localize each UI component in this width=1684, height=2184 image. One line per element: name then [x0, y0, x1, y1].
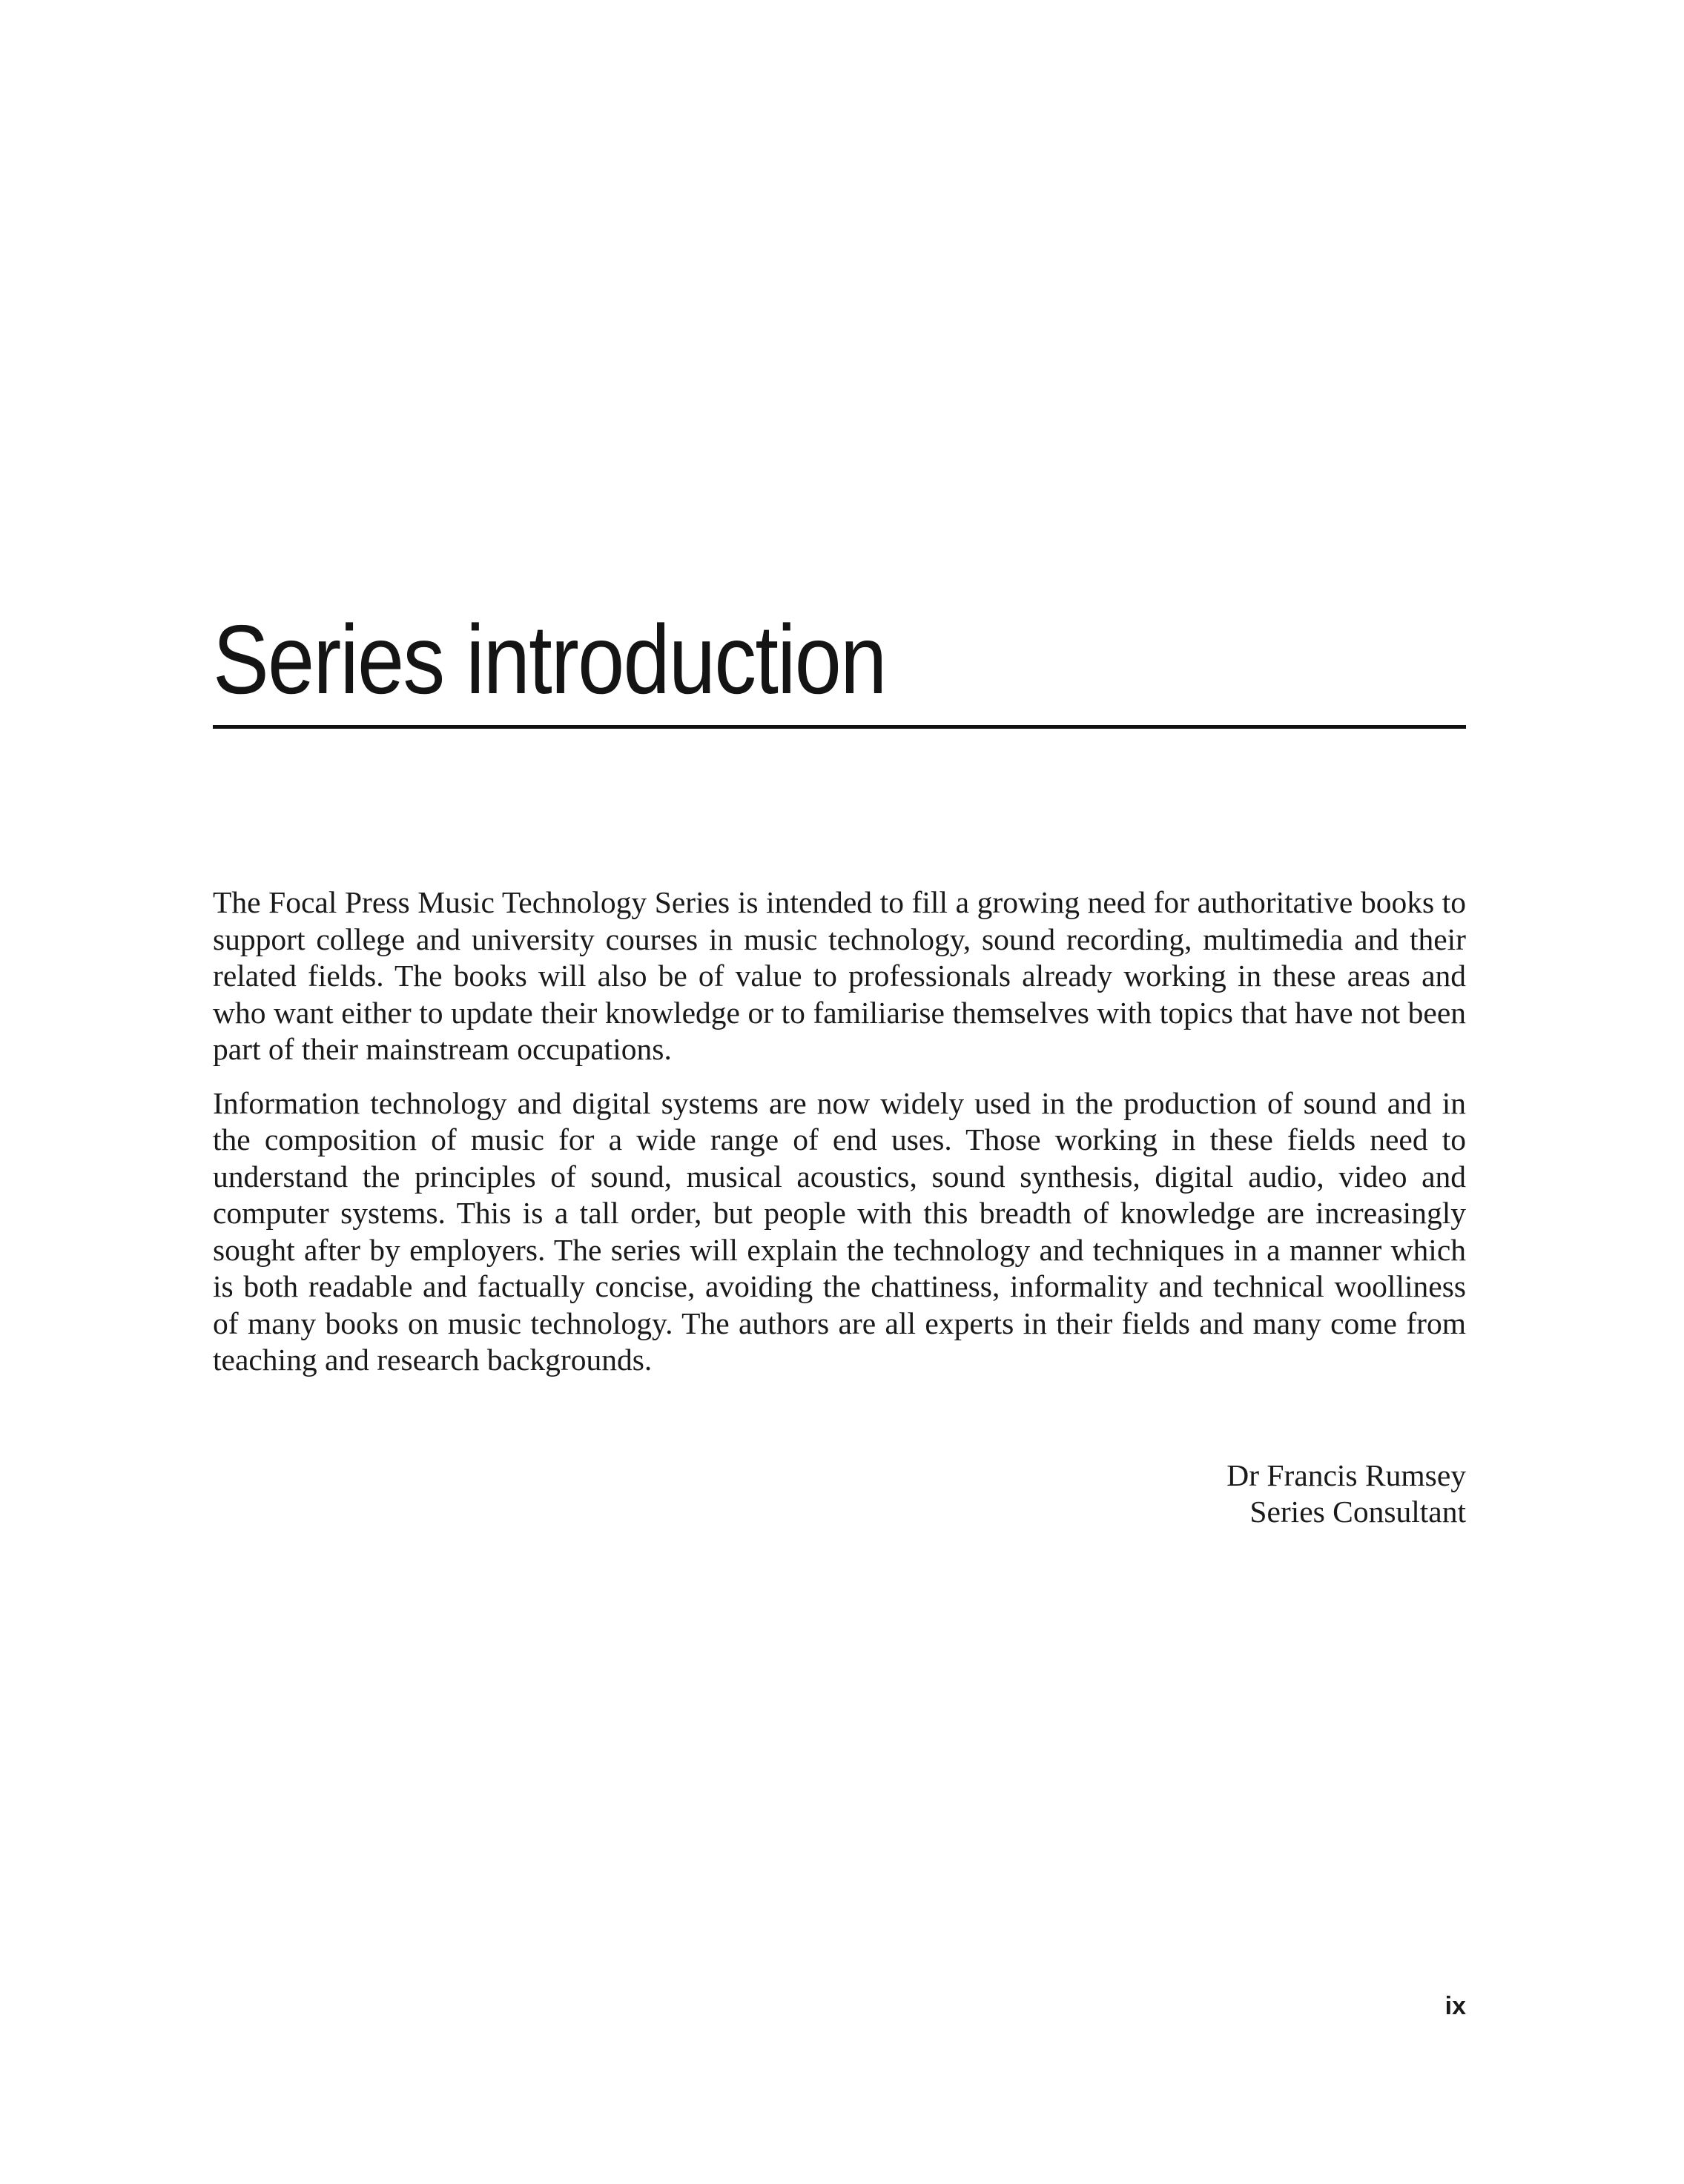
signature-role: Series Consultant	[1249, 1495, 1466, 1529]
paragraph: The Focal Press Music Technology Series is intended to fill a growing need for authoritative books to support college and university courses in music technology, sound recording, multimedia and their related fields. The books will also be of value to professionals already working in these areas and who want either to update their knowledge or to familiarise themselves with topics that have not been part of their mainstream occupations.	[213, 885, 1466, 1066]
title-rule	[213, 725, 1466, 729]
paragraph: Information technology and digital systems are now widely used in the production of sound and in the composition of music for a wide range of end uses. Those working in these fields need to understand the principles of sound, musical acoustics, sound synthesis, digital audio, video and computer systems. This is a tall order, but people with this breadth of knowledge are increasingly sought after by employers. The series will explain the technology and techniques in a manner which is both readable and factually concise, avoiding the chattiness, informality and technical woolliness of many books on music technology. The authors are all experts in their fields and many come from teaching and research backgrounds.	[213, 1085, 1466, 1377]
signature-block	[213, 1457, 1466, 1530]
signature-name: Dr Francis Rumsey	[1226, 1458, 1466, 1492]
chapter-title: Series introduction	[213, 605, 886, 714]
body-text	[213, 884, 1466, 1396]
page-number: ix	[1444, 1992, 1466, 2020]
chapter-heading	[213, 605, 1466, 729]
